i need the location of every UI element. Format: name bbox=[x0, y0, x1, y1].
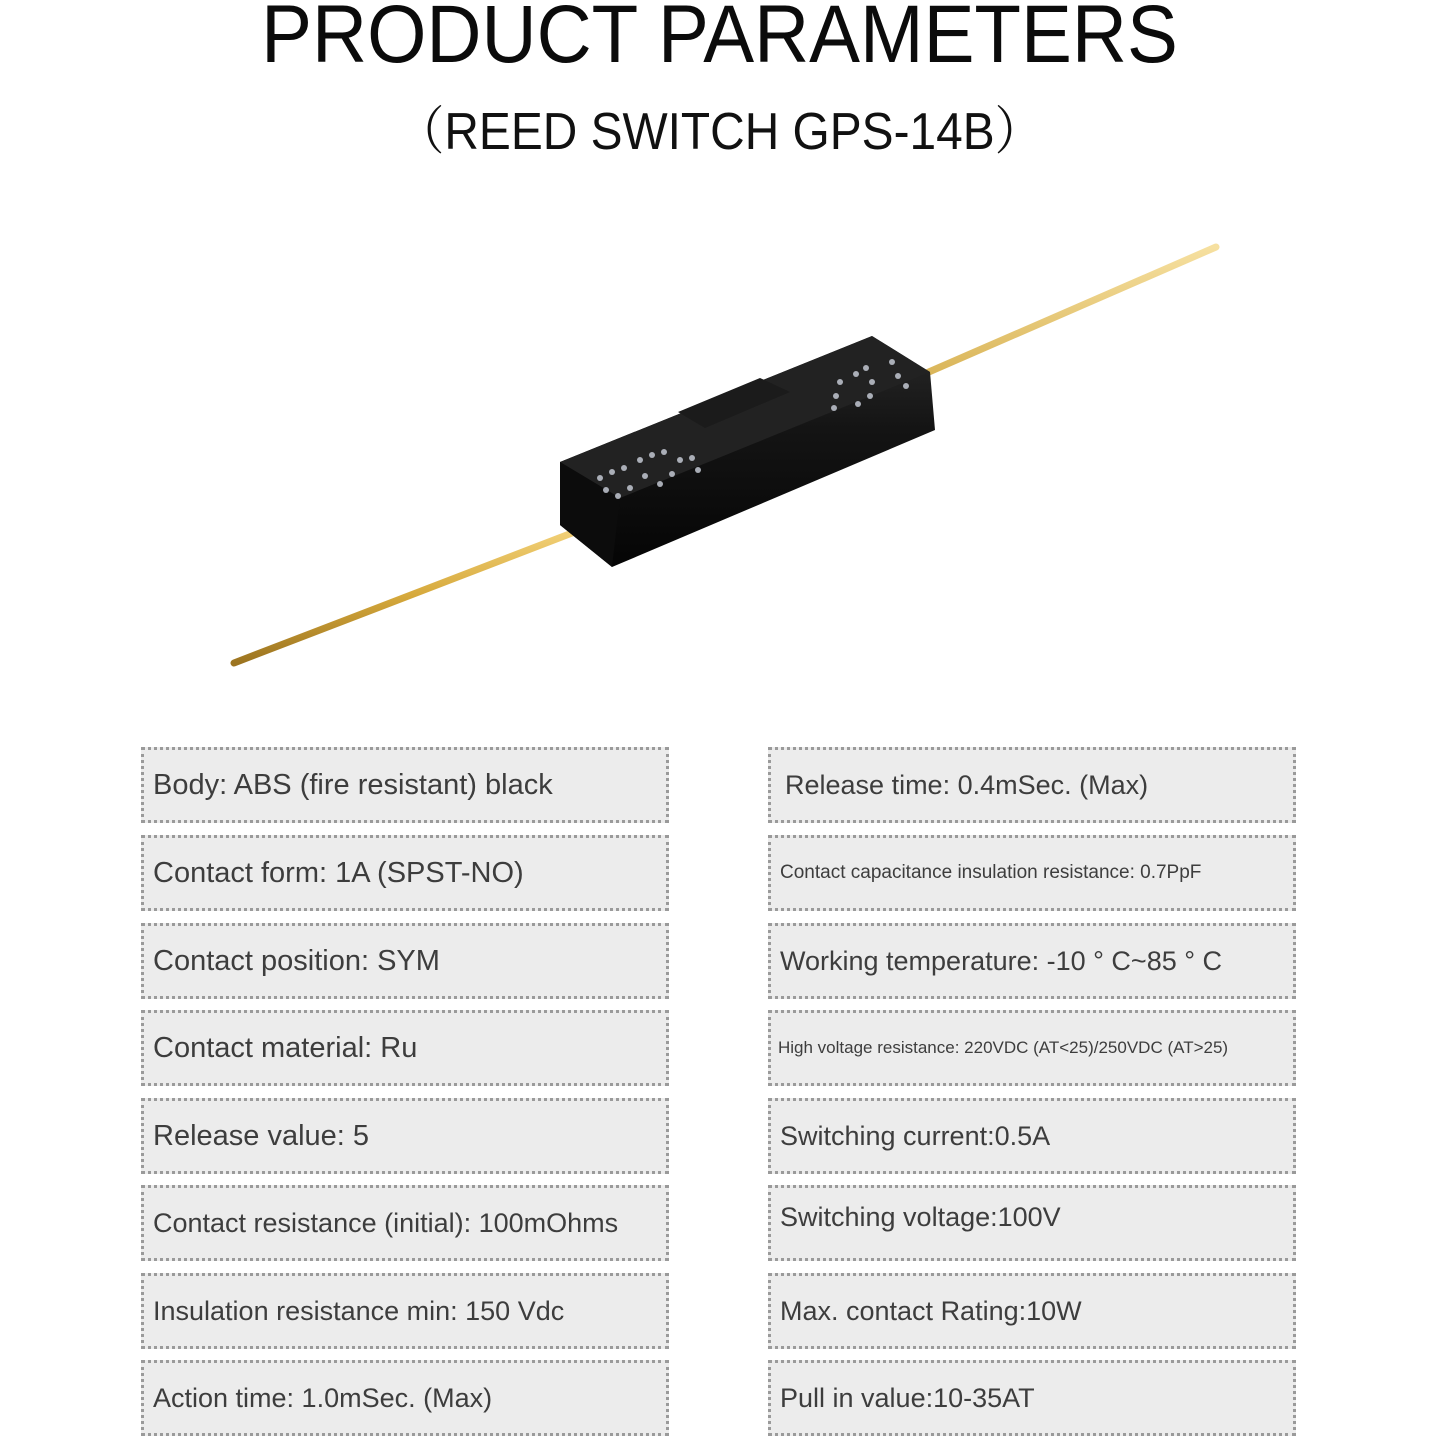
spec-contact-material bbox=[141, 1010, 669, 1086]
page-subtitle: （REED SWITCH GPS-14B） bbox=[396, 103, 1043, 161]
spec-label: Release value: 5 bbox=[153, 1119, 370, 1152]
spec-switching-current bbox=[768, 1098, 1296, 1174]
spec-label: Pull in value:10-35AT bbox=[780, 1382, 1035, 1413]
spec-label: Contact capacitance insulation resistance: 0.7PpF bbox=[780, 862, 1202, 883]
reed-switch-illustration bbox=[0, 200, 1439, 720]
spec-label: High voltage resistance: 220VDC (AT<25)/250VDC (AT>25) bbox=[778, 1038, 1229, 1057]
product-image bbox=[0, 200, 1439, 720]
spec-label: Switching voltage:100V bbox=[780, 1202, 1061, 1232]
spec-release-value bbox=[141, 1098, 669, 1174]
spec-contact-position bbox=[141, 923, 669, 999]
spec-pull-in-value bbox=[768, 1360, 1296, 1436]
spec-label: Contact material: Ru bbox=[153, 1031, 418, 1064]
spec-contact-form bbox=[141, 835, 669, 911]
spec-contact-capacitance bbox=[768, 835, 1296, 911]
spec-label: Release time: 0.4mSec. (Max) bbox=[785, 769, 1149, 800]
spec-label: Insulation resistance min: 150 Vdc bbox=[153, 1295, 565, 1326]
spec-label: Body: ABS (fire resistant) black bbox=[153, 768, 553, 801]
page-title: PRODUCT PARAMETERS bbox=[261, 0, 1178, 80]
spec-label: Contact form: 1A (SPST-NO) bbox=[153, 856, 524, 889]
spec-label: Switching current:0.5A bbox=[780, 1120, 1051, 1151]
spec-switching-voltage bbox=[768, 1185, 1296, 1261]
spec-working-temperature bbox=[768, 923, 1296, 999]
switch-body bbox=[560, 336, 935, 567]
spec-high-voltage-resistance bbox=[768, 1010, 1296, 1086]
spec-label: Contact resistance (initial): 100mOhms bbox=[153, 1207, 619, 1238]
spec-label: Action time: 1.0mSec. (Max) bbox=[153, 1382, 493, 1413]
spec-max-contact-rating bbox=[768, 1273, 1296, 1349]
spec-label: Max. contact Rating:10W bbox=[780, 1295, 1082, 1326]
spec-label: Contact position: SYM bbox=[153, 944, 440, 977]
spec-label: Working temperature: -10 ° C~85 ° C bbox=[780, 945, 1223, 976]
spec-insulation-resistance bbox=[141, 1273, 669, 1349]
spec-body bbox=[141, 747, 669, 823]
spec-action-time bbox=[141, 1360, 669, 1436]
spec-release-time bbox=[768, 747, 1296, 823]
spec-contact-resistance bbox=[141, 1185, 669, 1261]
